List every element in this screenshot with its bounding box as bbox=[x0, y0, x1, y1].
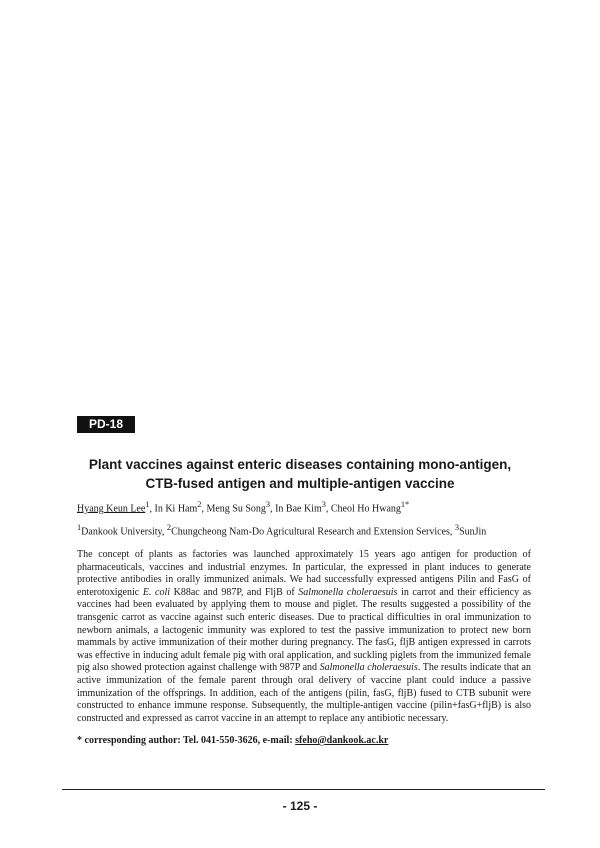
author-separator: , bbox=[201, 503, 207, 515]
author-sup: 3 bbox=[265, 500, 271, 509]
affiliation: Chungcheong Nam-Do Agricultural Research and Extension Services, bbox=[171, 526, 455, 538]
corresponding-author bbox=[77, 734, 537, 747]
abstract-text: K88ac and 987P, and FljB of bbox=[170, 586, 299, 598]
author-presenting: Hyang Keun Lee bbox=[77, 503, 146, 515]
author: In Bae Kim bbox=[275, 503, 322, 515]
title-line-1: Plant vaccines against enteric diseases containing mono-antigen, bbox=[88, 457, 512, 472]
affiliations bbox=[77, 521, 537, 538]
author-separator: , bbox=[270, 503, 276, 515]
paper-title bbox=[60, 455, 540, 493]
author-sup: 2 bbox=[197, 500, 202, 509]
author-separator: , bbox=[325, 503, 331, 515]
affiliation: Dankook University, bbox=[81, 526, 167, 538]
footer-rule bbox=[62, 789, 545, 790]
author-sup: 1* bbox=[400, 500, 410, 509]
affiliation-sup: 1 bbox=[77, 523, 82, 532]
email-link[interactable]: sfeho@dankook.ac.kr bbox=[295, 735, 389, 746]
abstract-italic: Salmonella choleraesuis bbox=[298, 586, 398, 598]
corresponding-label: * corresponding author: Tel. 041-550-3626, e-mail: bbox=[77, 735, 296, 746]
affiliation-sup: 2 bbox=[166, 523, 172, 532]
author: In Ki Ham bbox=[154, 503, 198, 515]
abstract-text: in carrot and their efficiency as vaccines had been evaluated by applying them to mouse and piglet. The results suggested a possibility of the transgenic carrot as vaccine against such enteric diseases. Due to practical difficulties in oral immunization to newborn animals, a lactogenic immunity was explored to test the passive immunization to protect new born mammals by active immunization of their mother during pregnancy. The fasG, fljB antigen expressed in carrots was effective in inducing adult female pig with oral application, and suckling piglets from the immunized female pig also showed protection against challenge with 987P and bbox=[77, 586, 532, 674]
abstract-italic: Salmonella choleraesuis bbox=[319, 662, 418, 674]
author-corresponding: Cheol Ho Hwang bbox=[330, 503, 401, 515]
abstract-italic: E. coli bbox=[142, 586, 171, 598]
abstract-body bbox=[77, 549, 531, 725]
abstract-text: . The results indicate that an active immunization of the female parent through oral delivery of vaccine plant could induce a passive immunization of the offsprings. In addition, each of the antigens (pilin, fasG, fljB) fused to CTB subunit were constructed to enhance immune response. Subsequently, the multiple-antigen vaccine (pilin+fasG+fljB) is also constructed and expressed as carrot vaccine in an attempt to replace any antibiotic necessary. bbox=[77, 662, 531, 724]
abstract-text: The concept of plants as factories was launched approximately 15 years ago antigen for production of pharmaceuticals, vaccines and industrial enzymes. In particular, the expressed in plant induces to generate protective antibodies in orally immunized animals. We had successfully expressed antigens Pilin and FasG of enterotoxigenic bbox=[77, 549, 531, 598]
author: Meng Su Song bbox=[206, 503, 266, 515]
title-line-2: CTB-fused antigen and multiple-antigen vaccine bbox=[145, 476, 455, 491]
affiliation: SunJin bbox=[459, 526, 487, 538]
page-number: - 125 - bbox=[282, 799, 318, 813]
session-badge: PD-18 bbox=[77, 416, 135, 433]
affiliation-sup: 3 bbox=[454, 523, 460, 532]
author-separator: , bbox=[149, 503, 155, 515]
author-list bbox=[77, 498, 537, 515]
author-sup: 1 bbox=[145, 500, 150, 509]
author-sup: 3 bbox=[321, 500, 326, 509]
